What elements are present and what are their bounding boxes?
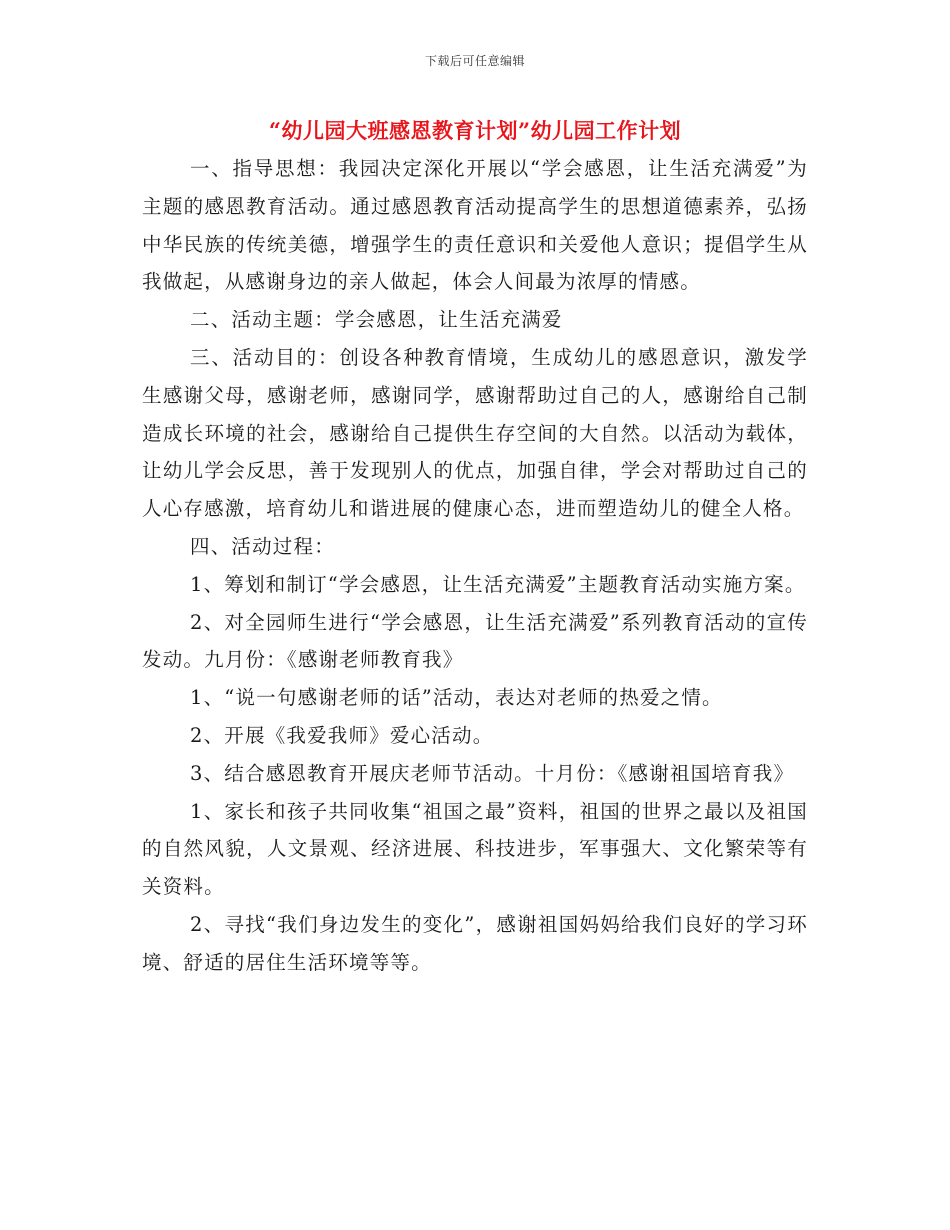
paragraph-guiding-ideology: 一、指导思想：我园决定深化开展以“学会感恩，让生活充满爱”为主题的感恩教育活动。通过感恩教育活动提高学生的思想道德素养，弘扬中华民族的传统美德，增强学生的责任意识和关爱他人意识；提倡学生从我做起，从感谢身边的亲人做起，体会人间最为浓厚的情感。 [142,157,808,294]
paragraph-september-item-1: 1、“说一句感谢老师的话”活动，表达对老师的热爱之情。 [190,686,723,710]
paragraph-activity-process-heading: 四、活动过程： [190,534,335,558]
paragraph-process-item-2: 2、对全园师生进行“学会感恩，让生活充满爱”系列教育活动的宣传发动。九月份：《感谢老师教育我》 [142,610,808,672]
page-header-note: 下载后可任意编辑 [424,54,525,68]
paragraph-october-item-1: 1、家长和孩子共同收集“祖国之最”资料，祖国的世界之最以及祖国的自然风貌，人文景观、经济进展、科技进步，军事强大、文化繁荣等有关资料。 [142,799,808,899]
paragraph-activity-purpose: 三、活动目的：创设各种教育情境，生成幼儿的感恩意识，激发学生感谢父母，感谢老师，感谢同学，感谢帮助过自己的人，感谢给自己制造成长环境的社会，感谢给自己提供生存空间的大自然。以活动为载体，让幼儿学会反思，善于发现别人的优点，加强自律，学会对帮助过自己的人心存感激，培育幼儿和谐进展的健康心态，进而塑造幼儿的健全人格。 [142,345,808,521]
paragraph-activity-theme: 二、活动主题：学会感恩，让生活充满爱 [190,308,563,332]
document-body [142,150,808,982]
paragraph-process-item-1: 1、筹划和制订“学会感恩，让生活充满爱”主题教育活动实施方案。 [190,572,806,596]
paragraph-october-item-2: 2、寻找“我们身边发生的变化”，感谢祖国妈妈给我们良好的学习环境、舒适的居住生活环境等等。 [142,912,808,974]
paragraph-september-item-2: 2、开展《我爱我师》爱心活动。 [190,723,494,747]
paragraph-september-item-3: 3、结合感恩教育开展庆老师节活动。十月份：《感谢祖国培育我》 [190,761,795,785]
document-title: “幼儿园大班感恩教育计划”幼儿园工作计划 [268,118,682,143]
